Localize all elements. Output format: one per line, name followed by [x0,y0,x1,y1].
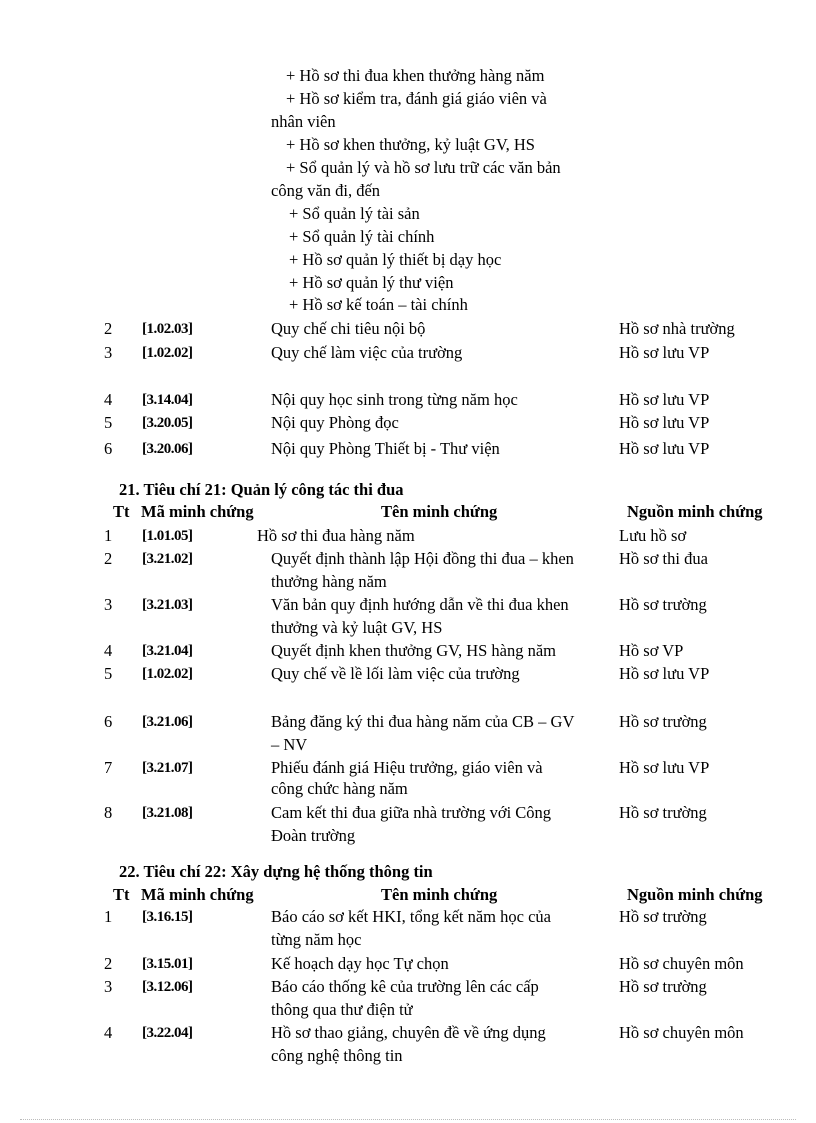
evidence-source: Hồ sơ lưu VP [619,664,710,683]
header-tt: Tt [113,502,130,521]
evidence-name: Hồ sơ thao giảng, chuyên đề về ứng dụng [271,1023,546,1042]
list-item: + Hồ sơ kiểm tra, đánh giá giáo viên và [286,89,547,108]
section-title: 22. Tiêu chí 22: Xây dựng hệ thống thông tin [119,862,433,881]
row-number: 4 [104,390,113,409]
row-number: 5 [104,413,113,432]
evidence-code: [3.21.07] [142,760,193,776]
evidence-name-continued: – NV [271,735,308,754]
evidence-name: Kế hoạch dạy học Tự chọn [271,954,449,973]
evidence-name: Báo cáo sơ kết HKI, tổng kết năm học của [271,907,551,926]
row-number: 3 [104,977,113,996]
header-name: Tên minh chứng [381,885,498,904]
evidence-code: [1.02.02] [142,666,193,682]
row-number: 1 [104,907,113,926]
evidence-name: Cam kết thi đua giữa nhà trường với Công [271,803,552,822]
list-item: + Sổ quản lý tài chính [289,227,435,246]
evidence-name-continued: từng năm học [271,930,362,949]
page-bottom-rule [20,1119,796,1120]
evidence-code: [3.22.04] [142,1025,193,1041]
evidence-name-continued: thưởng hàng năm [271,572,387,591]
header-code: Mã minh chứng [141,502,254,521]
evidence-name: Văn bản quy định hướng dẫn về thi đua khen [271,595,569,614]
evidence-source: Hồ sơ thi đua [619,549,708,568]
row-number: 6 [104,439,113,458]
evidence-source: Hồ sơ chuyên môn [619,1023,744,1042]
evidence-source: Hồ sơ trường [619,977,707,996]
header-source: Nguồn minh chứng [627,502,763,521]
evidence-name: Quyết định thành lập Hội đồng thi đua – khen [271,549,574,568]
evidence-name-continued: Đoàn trường [271,826,356,845]
row-number: 7 [104,758,113,777]
row-number: 5 [104,664,113,683]
evidence-code: [1.02.02] [142,345,193,361]
evidence-name: Quy chế về lề lối làm việc của trường [271,664,520,683]
evidence-code: [1.02.03] [142,321,193,337]
evidence-source: Hồ sơ trường [619,712,707,731]
evidence-code: [3.14.04] [142,392,193,408]
list-item: + Sổ quản lý tài sản [289,204,420,223]
evidence-code: [3.20.06] [142,441,193,457]
row-number: 2 [104,319,113,338]
evidence-source: Hồ sơ lưu VP [619,390,710,409]
row-number: 6 [104,712,113,731]
evidence-source: Hồ sơ VP [619,641,684,660]
evidence-name: Nội quy Phòng Thiết bị - Thư viện [271,439,500,458]
row-number: 8 [104,803,113,822]
evidence-name-continued: thưởng và kỷ luật GV, HS [271,618,443,637]
header-tt: Tt [113,885,130,904]
evidence-source: Hồ sơ lưu VP [619,439,710,458]
evidence-code: [1.01.05] [142,528,193,544]
header-source: Nguồn minh chứng [627,885,763,904]
list-item: + Sổ quản lý và hồ sơ lưu trữ các văn bản [286,158,561,177]
evidence-name: Hồ sơ thi đua hàng năm [257,526,415,545]
evidence-source: Hồ sơ lưu VP [619,413,710,432]
evidence-code: [3.20.05] [142,415,193,431]
evidence-name: Phiếu đánh giá Hiệu trưởng, giáo viên và [271,758,543,777]
evidence-name: Bảng đăng ký thi đua hàng năm của CB – GV [271,712,575,731]
list-item: + Hồ sơ thi đua khen thưởng hàng năm [286,66,545,85]
list-item: + Hồ sơ khen thưởng, kỷ luật GV, HS [286,135,535,154]
list-item: + Hồ sơ quản lý thư viện [289,273,454,292]
row-number: 4 [104,641,113,660]
row-number: 2 [104,954,113,973]
evidence-source: Hồ sơ lưu VP [619,343,710,362]
evidence-code: [3.12.06] [142,979,193,995]
evidence-name: Quy chế làm việc của trường [271,343,463,362]
evidence-source: Hồ sơ trường [619,595,707,614]
row-number: 2 [104,549,113,568]
evidence-code: [3.21.04] [142,643,193,659]
evidence-name-continued: thông qua thư điện tử [271,1000,413,1019]
evidence-name-continued: công nghệ thông tin [271,1046,403,1065]
evidence-source: Lưu hồ sơ [619,526,687,545]
list-item: công văn đi, đến [271,181,381,200]
row-number: 1 [104,526,113,545]
evidence-code: [3.15.01] [142,956,193,972]
evidence-source: Hồ sơ trường [619,907,707,926]
evidence-name: Quy chế chi tiêu nội bộ [271,319,426,338]
row-number: 3 [104,343,113,362]
evidence-code: [3.21.02] [142,551,193,567]
list-item: nhân viên [271,112,336,131]
section-title: 21. Tiêu chí 21: Quản lý công tác thi đua [119,480,404,499]
evidence-source: Hồ sơ nhà trường [619,319,735,338]
header-name: Tên minh chứng [381,502,498,521]
evidence-code: [3.21.08] [142,805,193,821]
list-item: + Hồ sơ kế toán – tài chính [289,295,468,314]
evidence-code: [3.21.03] [142,597,193,613]
row-number: 4 [104,1023,113,1042]
list-item: + Hồ sơ quản lý thiết bị dạy học [289,250,502,269]
evidence-name: Báo cáo thống kê của trường lên các cấp [271,977,539,996]
evidence-name: Nội quy học sinh trong từng năm học [271,390,518,409]
evidence-code: [3.21.06] [142,714,193,730]
header-code: Mã minh chứng [141,885,254,904]
evidence-source: Hồ sơ lưu VP [619,758,710,777]
evidence-name-continued: công chức hàng năm [271,779,408,798]
evidence-name: Quyết định khen thưởng GV, HS hàng năm [271,641,557,660]
evidence-source: Hồ sơ trường [619,803,707,822]
row-number: 3 [104,595,113,614]
evidence-source: Hồ sơ chuyên môn [619,954,744,973]
evidence-name: Nội quy Phòng đọc [271,413,399,432]
evidence-code: [3.16.15] [142,909,193,925]
